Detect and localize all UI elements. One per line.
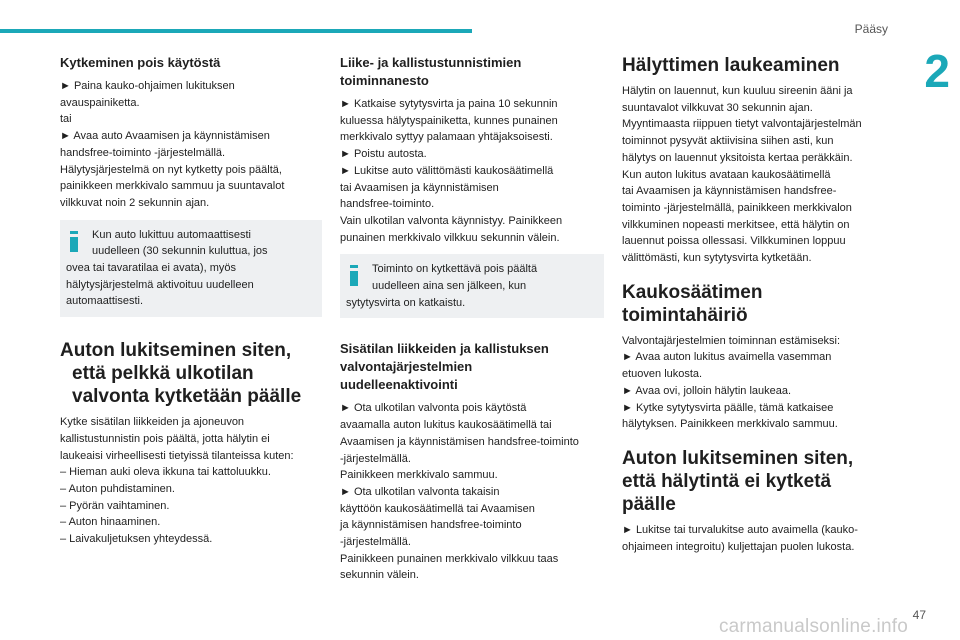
heading-reactivation: Sisätilan liikkeiden ja kallistuksen valvontajärjestelmien uudelleenaktivointi (340, 341, 549, 393)
alarm-triggering-text: Hälytin on lauennut, kun kuuluu sireenin ääni ja suuntavalot vilkkuvat 30 sekunnin ajan. Myyntimaasta riippuen tietyt valvontajärjestelmän toiminnot pysyvät aktiivisina siihen asti, kun hälytys on lauennut yksitoista kertaa peräkkäin. Kun auton lukitus avataan kaukosäätimellä tai Avaamisen ja käynnistämisen handsfree- toiminto -järjestelmällä, painikkeen merkkivalon vilkkuminen nopeasti merkitsee, että hälytin on lauennut poissa ollessasi. Vilkkuminen loppuu välittömästi, kun sytytysvirta kytketään. (622, 85, 862, 265)
section-name: Pääsy (854, 22, 888, 36)
heading-alarm-triggering: Hälyttimen laukeaminen (622, 55, 840, 76)
column-2 (340, 54, 604, 584)
sensor-inhibit-text: ► Katkaise sytytysvirta ja paina 10 sekunnin kuluessa hälytyspainiketta, kunnes punainen merkkivalo syttyy palamaan yhtäjaksoisesti. ► Poistu autosta. ► Lukitse auto välittömästi kaukosäätimellä tai Avaamisen ja käynnistämisen handsfree-toiminto. Vain ulkotilan valvonta käynnistyy. Painikkeen punainen merkkivalo vilkkuu sekunnin välein. (340, 98, 563, 244)
heading-sensor-inhibit: Liike- ja kallistustunnistimien toiminnanesto (340, 55, 522, 88)
remote-malfunction-text: Valvontajärjestelmien toiminnan estämiseksi: ► Avaa auton lukitus avaimella vasemman etuoven lukosta. ► Avaa ovi, jolloin hälytin laukeaa. ► Kytke sytytysvirta päälle, tämä katkaisee hälytyksen. Painikkeen merkkivalo sammuu. (622, 334, 841, 431)
heading-deactivation: Kytkeminen pois käytöstä (60, 55, 221, 70)
header-accent-bar (0, 29, 472, 33)
column-3 (622, 54, 890, 555)
chapter-number: 2 (924, 45, 950, 97)
watermark: carmanualsonline.info (718, 616, 908, 637)
info-note-deactivate-again: Toiminto on kytkettävä pois päältä uudelleen aina sen jälkeen, kun sytytysvirta on katkaistu. (340, 254, 604, 318)
reactivation-text: ► Ota ulkotilan valvonta pois käytöstä avaamalla auton lukitus kaukosäätimellä tai Avaamisen ja käynnistämisen handsfree-toiminto -järjestelmällä. Painikkeen merkkivalo sammuu. ► Ota ulkotilan valvonta takaisin käyttöön kaukosäätimellä tai Avaamisen ja käynnistämisen handsfree-toiminto -järjestelmällä. Painikkeen punainen merkkivalo vilkkuu taas sekunnin välein. (340, 402, 579, 582)
page-number: 47 (912, 608, 926, 622)
deactivation-text: ► Paina kauko-ohjaimen lukituksen avauspainiketta. tai ► Avaa auto Avaamisen ja käynnistämisen handsfree-toiminto -järjestelmällä. Hälytysjärjestelmä on nyt kytketty pois päältä, painikkeen merkkivalo sammuu ja suuntavalot vilkkuvat noin 2 sekunnin ajan. (60, 80, 285, 209)
column-1 (60, 54, 322, 548)
heading-lock-without-alarm: Auton lukitseminen siten, että hälytintä ei kytketä päälle (622, 447, 854, 515)
info-icon (70, 231, 78, 251)
info-note-auto-relock: Kun auto lukittuu automaattisesti uudelleen (30 sekunnin kuluttua, jos ovea tai tavaratilaa ei avata), myös hälytysjärjestelmä aktivoituu uudelleen automaattisesti. (60, 220, 322, 318)
lock-without-alarm-text: ► Lukitse tai turvalukitse auto avaimella (kauko- ohjaimeen integroitu) kuljettajan puolen lukosta. (622, 523, 858, 553)
heading-exterior-only-locking: Auton lukitseminen siten, että pelkkä ulkotilan valvonta kytketään päälle (60, 340, 302, 408)
exterior-only-text: Kytke sisätilan liikkeiden ja ajoneuvon kallistustunnistin pois päältä, jotta hälytin ei laukeaisi virheellisesti tietyissä tilanteissa kuten: – Hieman auki oleva ikkuna tai kattoluukku. – Auton puhdistaminen. – Pyörän vaihtaminen. – Auton hinaaminen. – Laivakuljetuksen yhteydessä. (60, 416, 294, 546)
info-icon (350, 265, 358, 285)
heading-remote-malfunction: Kaukosäätimen toimintahäiriö (622, 281, 763, 326)
